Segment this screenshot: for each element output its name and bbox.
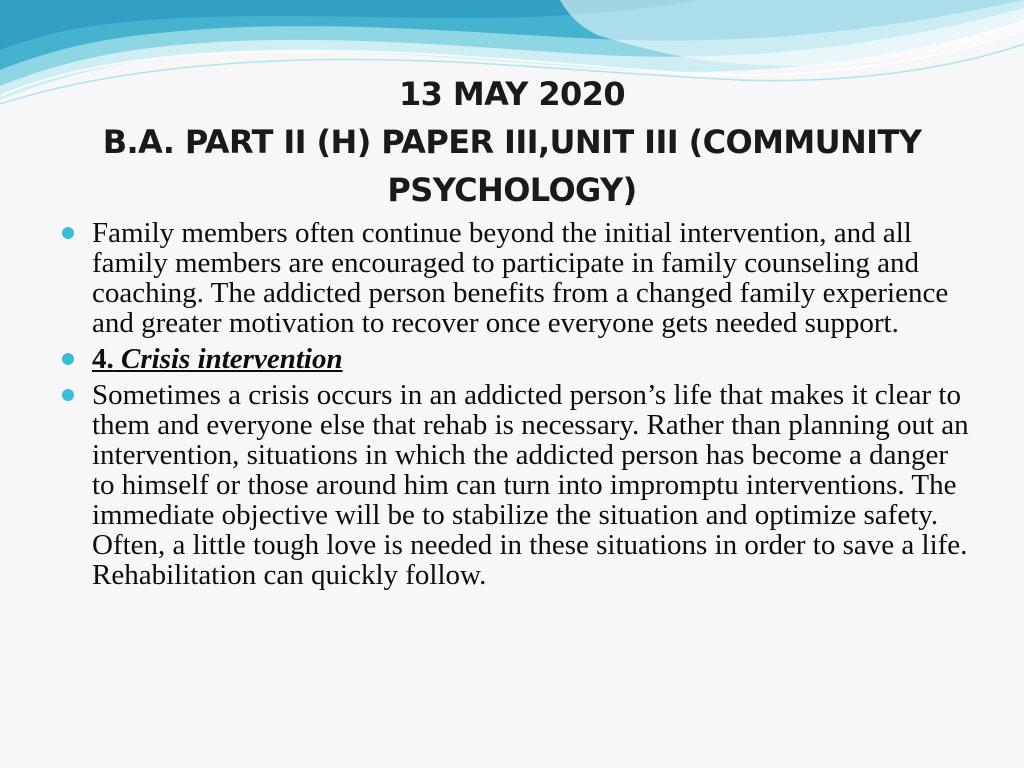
slide-title: [0, 70, 1024, 214]
title-subject: PSYCHOLOGY): [387, 171, 637, 209]
subheading-text: Crisis intervention: [121, 343, 343, 375]
bullet-item-crisis-description: [60, 380, 970, 590]
title-date: 13 MAY 2020: [399, 75, 625, 113]
bullet-item-crisis-heading: [60, 344, 970, 374]
bullet-dot-icon: [62, 227, 74, 239]
bullet-list: [60, 218, 970, 596]
subheading-number: 4.: [92, 343, 114, 375]
bullet-text: Sometimes a crisis occurs in an addicted person’s life that makes it clear to them and everyone else that rehab is necessary. Rather than planning out an intervention, situations in which the addicted person has become a danger to himself or those around him can turn into impromptu interventions. The immediate objective will be to stabilize the situation and optimize safety. Often, a little tough love is needed in these situations in order to save a life. Rehabilitation can quickly follow.: [92, 379, 969, 591]
bullet-dot-icon: [62, 389, 74, 401]
bullet-dot-icon: [62, 353, 74, 365]
bullet-text: Family members often continue beyond the initial intervention, and all family members are encouraged to participate in family counseling and coaching. The addicted person benefits from a changed family experience and greater motivation to recover once everyone gets needed support.: [92, 217, 949, 339]
subheading: [92, 343, 343, 375]
bullet-item-family-members: [60, 218, 970, 338]
title-course: B.A. PART II (H) PAPER III,UNIT III (COMMUNITY: [102, 123, 922, 161]
